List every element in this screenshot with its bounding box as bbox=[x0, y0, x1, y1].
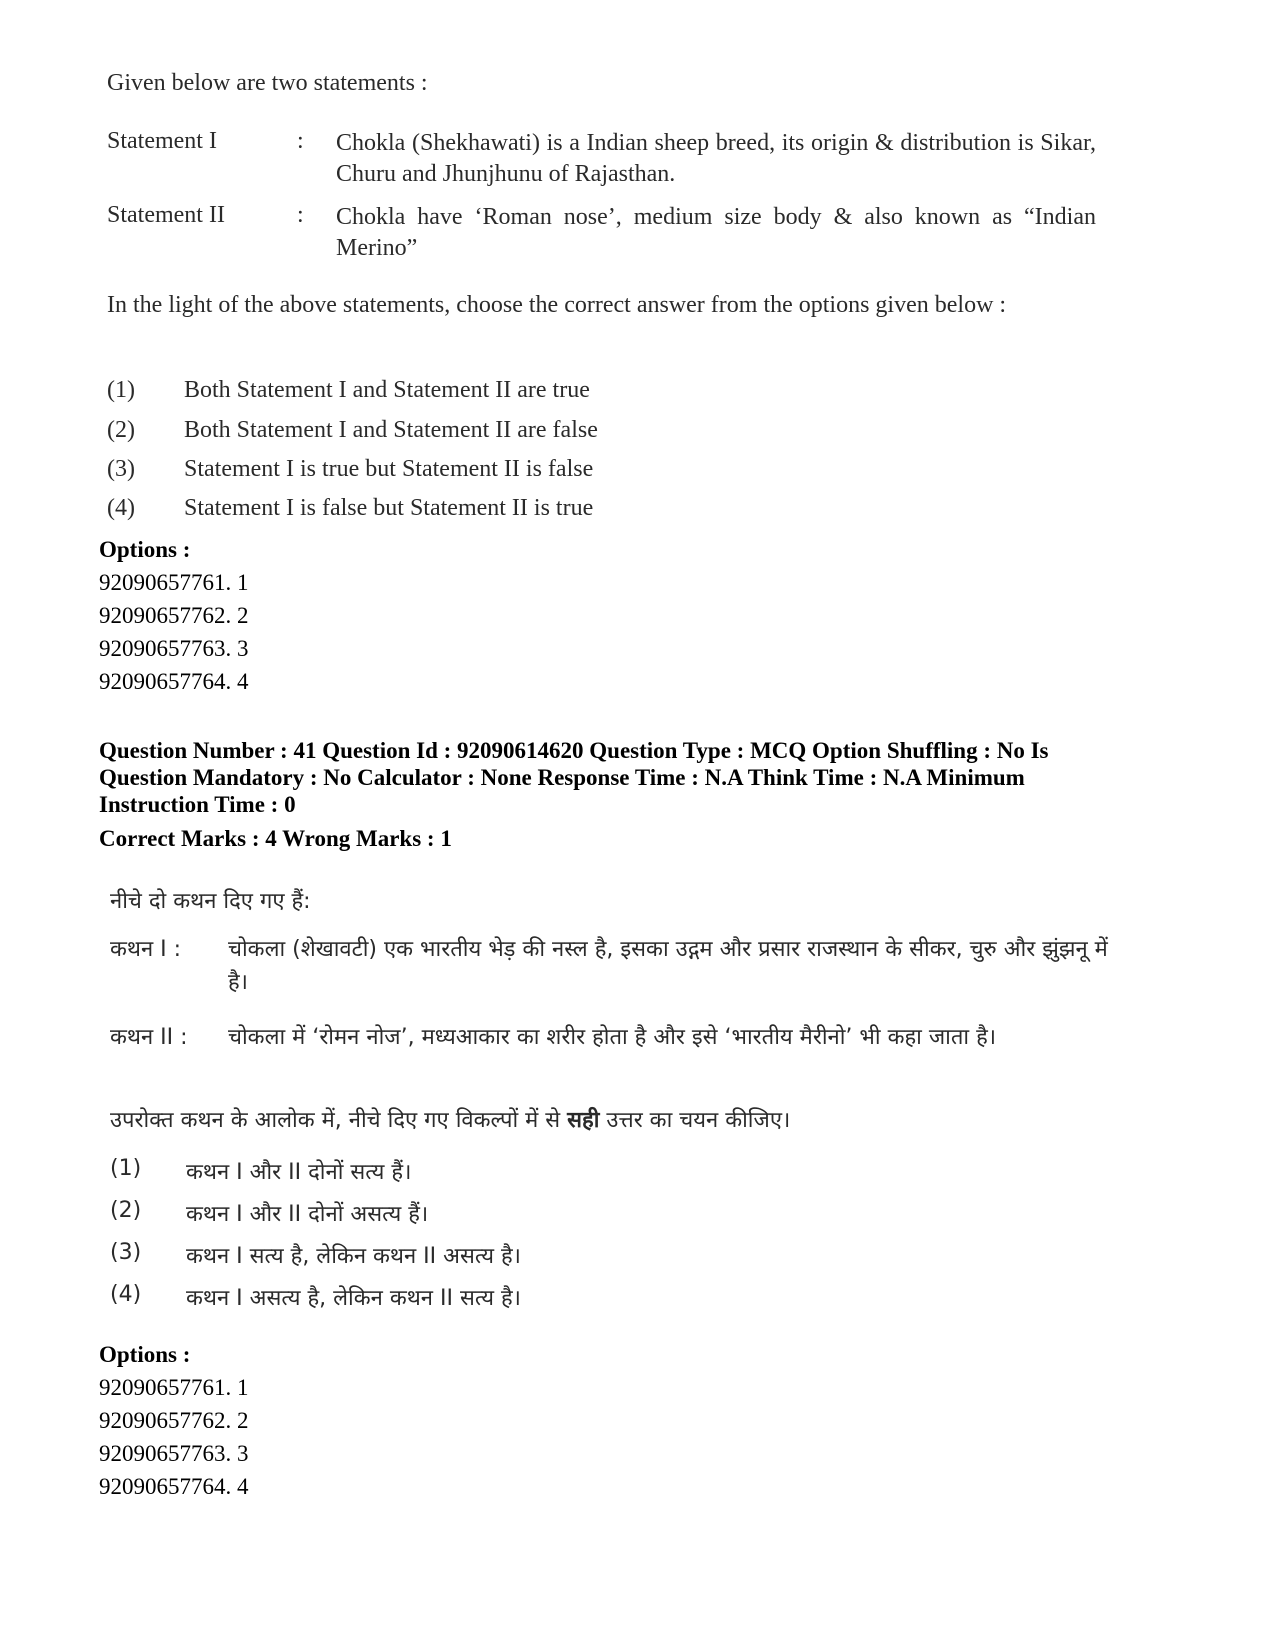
statement-label: कथन I : bbox=[110, 937, 182, 962]
choice-text: कथन I और II दोनों सत्य हैं। bbox=[186, 1160, 412, 1185]
option-id-line: 92090657761. 1 bbox=[99, 1375, 249, 1400]
statement-colon: : bbox=[297, 128, 304, 154]
choice-text: कथन I सत्य है, लेकिन कथन II असत्य है। bbox=[186, 1244, 521, 1269]
statement-text: Chokla have ‘Roman nose’, medium size body & also known as “Indian Merino” bbox=[336, 204, 1096, 261]
options-heading: Options : bbox=[99, 1342, 191, 1367]
question-intro: Given below are two statements : bbox=[107, 70, 428, 96]
choice-number: (3) bbox=[110, 1240, 142, 1265]
choice-number: (4) bbox=[107, 495, 135, 521]
choice-number: (1) bbox=[107, 377, 135, 403]
question-instruction bbox=[110, 1104, 790, 1134]
choice-number: (2) bbox=[110, 1198, 142, 1223]
statement-colon: : bbox=[297, 202, 304, 228]
statement-label: Statement II bbox=[107, 202, 225, 228]
choice-text: कथन I असत्य है, लेकिन कथन II सत्य है। bbox=[186, 1286, 521, 1311]
choice-text: Both Statement I and Statement II are false bbox=[184, 417, 598, 443]
question-intro: नीचे दो कथन दिए गए हैं: bbox=[110, 889, 311, 914]
question-meta-line: Question Number : 41 Question Id : 92090614620 Question Type : MCQ Option Shuffling : No Is bbox=[99, 738, 1049, 763]
instruction-text: उपरोक्त कथन के आलोक में, नीचे दिए गए विकल्पों में से bbox=[110, 1108, 568, 1133]
question-instruction: In the light of the above statements, choose the correct answer from the options given below : bbox=[107, 292, 1007, 318]
question-meta-line: Instruction Time : 0 bbox=[99, 792, 296, 817]
question-meta-line: Question Mandatory : No Calculator : None Response Time : N.A Think Time : N.A Minimum bbox=[99, 765, 1025, 790]
question-marks: Correct Marks : 4 Wrong Marks : 1 bbox=[99, 826, 452, 851]
statement-label: Statement I bbox=[107, 128, 217, 154]
options-heading: Options : bbox=[99, 537, 191, 562]
choice-text: Statement I is false but Statement II is true bbox=[184, 495, 594, 521]
option-id-line: 92090657761. 1 bbox=[99, 570, 249, 595]
option-id-line: 92090657762. 2 bbox=[99, 1408, 249, 1433]
option-id-line: 92090657763. 3 bbox=[99, 1441, 249, 1466]
option-id-line: 92090657762. 2 bbox=[99, 603, 249, 628]
option-id-line: 92090657764. 4 bbox=[99, 1474, 249, 1499]
option-id-line: 92090657764. 4 bbox=[99, 669, 249, 694]
statement-text: चोकला (शेखावटी) एक भारतीय भेड़ की नस्ल है, इसका उद्गम और प्रसार राजस्थान के सीकर, चुरु और झुंझनू में है। bbox=[228, 937, 1108, 995]
statement-label: कथन II : bbox=[110, 1025, 188, 1050]
choice-number: (1) bbox=[110, 1156, 142, 1181]
choice-number: (4) bbox=[110, 1282, 142, 1307]
choice-number: (3) bbox=[107, 456, 135, 482]
choice-text: Statement I is true but Statement II is false bbox=[184, 456, 594, 482]
choice-text: Both Statement I and Statement II are true bbox=[184, 377, 590, 403]
statement-text: चोकला में ‘रोमन नोज’, मध्यआकार का शरीर होता है और इसे ‘भारतीय मैरीनो’ भी कहा जाता है। bbox=[228, 1025, 997, 1050]
statement-text: Chokla (Shekhawati) is a Indian sheep breed, its origin & distribution is Sikar, Churu and Jhunjhunu of Rajasthan. bbox=[336, 130, 1096, 187]
instruction-text: उत्तर का चयन कीजिए। bbox=[599, 1108, 791, 1133]
option-id-line: 92090657763. 3 bbox=[99, 636, 249, 661]
choice-text: कथन I और II दोनों असत्य हैं। bbox=[186, 1202, 429, 1227]
instruction-emphasis: सही bbox=[567, 1108, 600, 1133]
choice-number: (2) bbox=[107, 417, 135, 443]
